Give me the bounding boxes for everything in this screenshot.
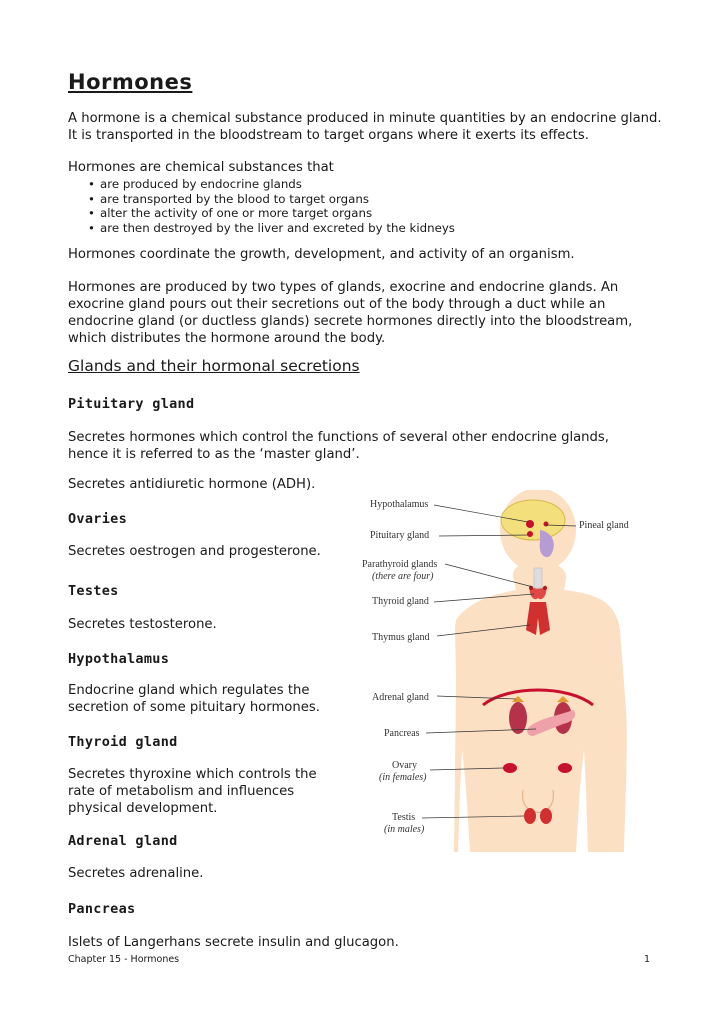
testis-left xyxy=(524,808,536,824)
text-ovaries: Secretes oestrogen and progesterone. xyxy=(68,544,321,559)
text-pituitary: Secretes hormones which control the functions of several other endocrine glands, hence it is referred to as the ‘master gland’. xyxy=(68,430,609,462)
pineal-mark xyxy=(544,522,549,527)
label-pineal: Pineal gland xyxy=(579,520,629,531)
label-pancreas: Pancreas xyxy=(384,728,420,739)
heading-thyroid: Thyroid gland xyxy=(68,734,178,750)
heading-adrenal: Adrenal gland xyxy=(68,833,178,849)
label-adrenal: Adrenal gland xyxy=(372,692,429,703)
label-ovary: Ovary xyxy=(392,760,417,771)
text-pancreas: Islets of Langerhans secrete insulin and glucagon. xyxy=(68,935,399,950)
label-testis: Testis xyxy=(392,812,416,823)
list-lead: Hormones are chemical substances that xyxy=(68,160,334,175)
testis-right xyxy=(540,808,552,824)
heading-pituitary: Pituitary gland xyxy=(68,396,195,412)
footer-chapter: Chapter 15 - Hormones xyxy=(68,954,180,965)
bullet-list xyxy=(88,177,455,235)
section-heading: Glands and their hormonal secretions xyxy=(68,357,360,375)
hypothalamus-mark xyxy=(526,520,534,528)
text-hypothalamus: Endocrine gland which regulates the secretion of some pituitary hormones. xyxy=(68,683,320,715)
label-thymus: Thymus gland xyxy=(372,632,430,643)
text-pituitary-adh: Secretes antidiuretic hormone (ADH). xyxy=(68,477,316,492)
heading-pancreas: Pancreas xyxy=(68,901,136,917)
label-parathyroid: Parathyroid glands xyxy=(362,559,438,570)
list-item: • are transported by the blood to target organs xyxy=(88,192,455,207)
ovary-right xyxy=(558,763,572,773)
list-item: • are produced by endocrine glands xyxy=(88,177,455,192)
parathyroid-mark xyxy=(543,586,547,590)
label-thyroid: Thyroid gland xyxy=(372,596,429,607)
intro-paragraph: A hormone is a chemical substance produced in minute quantities by an endocrine gland. It is transported in the bloodstream to target organs where it exerts its effects. xyxy=(68,111,662,143)
text-testes: Secretes testosterone. xyxy=(68,617,217,632)
gland-types-paragraph: Hormones are produced by two types of glands, exocrine and endocrine glands. An exocrine gland pours out their secretions out of the body through a duct while an endocrine gland (or ductless glands) secrete hormones directly into the bloodstream, which distributes the hormone around the body. xyxy=(68,280,633,346)
pituitary-mark xyxy=(527,531,533,537)
heading-ovaries: Ovaries xyxy=(68,511,127,527)
page-title: Hormones xyxy=(68,70,193,94)
footer-page-number: 1 xyxy=(644,954,651,965)
label-parathyroid-note: (there are four) xyxy=(372,571,434,582)
label-testis-note: (in males) xyxy=(384,824,425,835)
text-thyroid: Secretes thyroxine which controls the rate of metabolism and influences physical development. xyxy=(68,767,317,816)
heading-testes: Testes xyxy=(68,583,119,599)
label-hypothalamus: Hypothalamus xyxy=(370,499,429,510)
list-item: • are then destroyed by the liver and excreted by the kidneys xyxy=(88,221,455,236)
label-pituitary: Pituitary gland xyxy=(370,530,430,541)
endocrine-system-diagram xyxy=(358,490,648,852)
heading-hypothalamus: Hypothalamus xyxy=(68,651,170,667)
coordinate-paragraph: Hormones coordinate the growth, development, and activity of an organism. xyxy=(68,247,575,262)
label-ovary-note: (in females) xyxy=(379,772,427,783)
ovary-left xyxy=(503,763,517,773)
text-adrenal: Secretes adrenaline. xyxy=(68,866,204,881)
trachea xyxy=(534,568,542,588)
list-item: • alter the activity of one or more target organs xyxy=(88,206,455,221)
